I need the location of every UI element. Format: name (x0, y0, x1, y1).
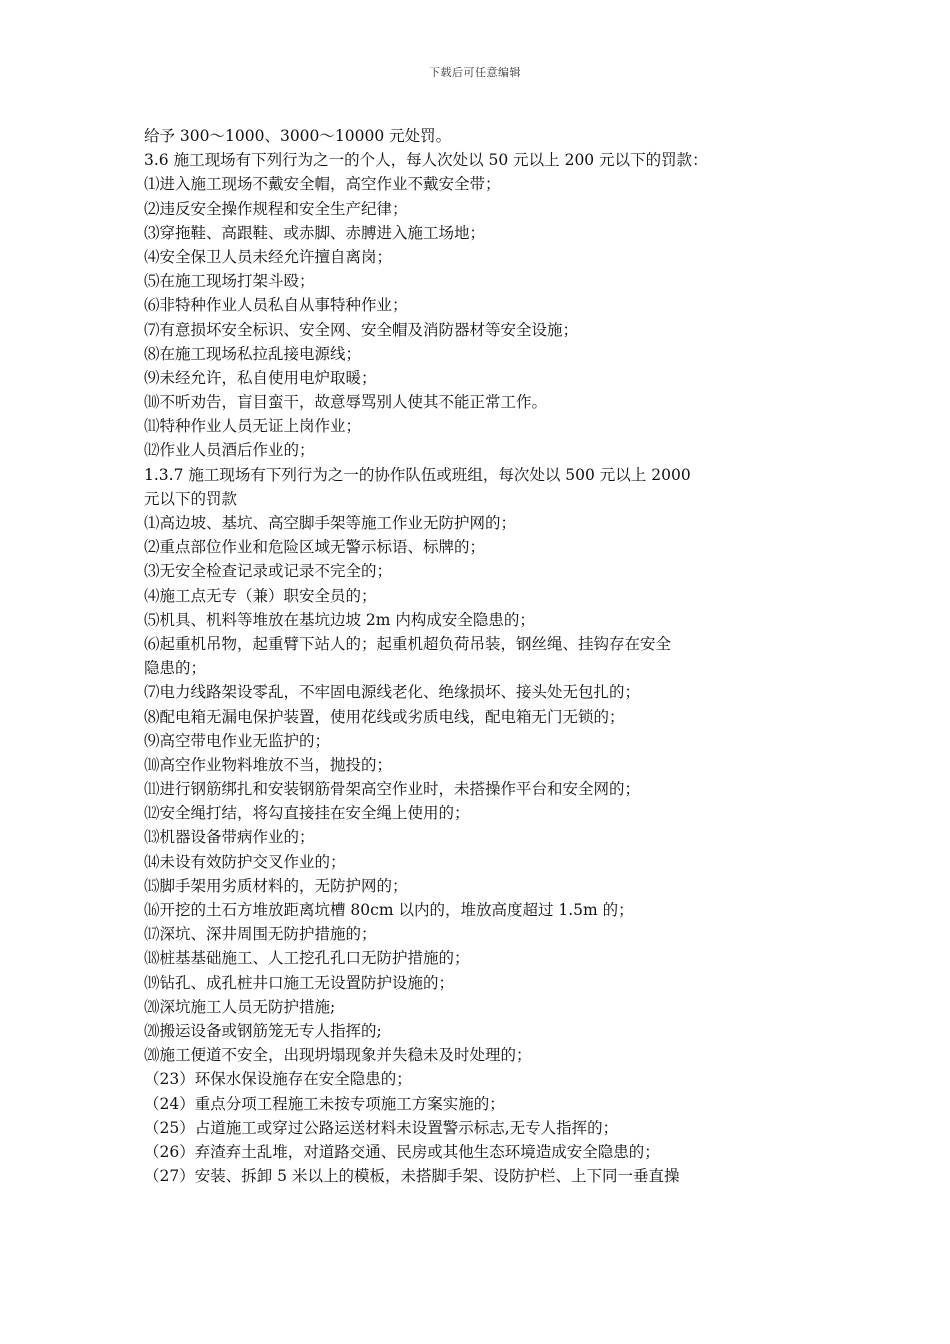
list-item: ⒂脚手架用劣质材料的，无防护网的； (144, 876, 408, 895)
list-item: ⑵违反安全操作规程和安全生产纪律； (144, 199, 408, 218)
document-body (144, 124, 814, 1188)
list-item: （26）弃渣弃土乱堆，对道路交通、民房或其他生态环境造成安全隐患的； (144, 1142, 660, 1161)
list-item: ⑾进行钢筋绑扎和安装钢筋骨架高空作业时，未搭操作平台和安全网的； (144, 780, 641, 799)
list-item: ⑹起重机吊物，起重臂下站人的；起重机超负荷吊装，钢丝绳、挂钩存在安全 (144, 634, 672, 653)
list-item: （23）环保水保设施存在安全隐患的； (144, 1070, 412, 1089)
list-item: ⑼未经允许，私自使用电炉取暖； (144, 368, 377, 387)
list-item: （25）占道施工或穿过公路运送材料未设置警示标志,无专人指挥的； (144, 1118, 619, 1137)
list-item: ⒅桩基基础施工、人工挖孔孔口无防护措施的； (144, 949, 470, 968)
list-item: ⑼高空带电作业无监护的； (144, 731, 331, 750)
list-item: ⑹非特种作业人员私自从事特种作业； (144, 296, 408, 315)
list-item: ⑾特种作业人员无证上岗作业； (144, 417, 362, 436)
list-item: （24）重点分项工程施工未按专项施工方案实施的； (144, 1094, 505, 1113)
list-item: ⑿安全绳打结，将勾直接挂在安全绳上使用的； (144, 804, 470, 823)
list-item: ⑴进入施工现场不戴安全帽，高空作业不戴安全带； (144, 175, 501, 194)
list-item: ⑻配电箱无漏电保护装置，使用花线或劣质电线，配电箱无门无锁的； (144, 707, 625, 726)
list-item: ⑵重点部位作业和危险区域无警示标语、标牌的； (144, 538, 486, 557)
text-line: 给予 300～1000、3000～10000 元处罚。 (144, 127, 452, 145)
list-item: ⑷施工点无专（兼）职安全员的； (144, 586, 377, 605)
list-item: ⑸在施工现场打架斗殴； (144, 272, 315, 291)
page-header: 下载后可任意编辑 (429, 66, 521, 79)
list-item: ⒇施工便道不安全，出现坍塌现象并失稳未及时处理的； (144, 1046, 532, 1065)
list-item-continuation: 隐患的； (144, 659, 207, 678)
section-heading-continuation: 元以下的罚款 (144, 489, 238, 508)
list-item: ⒀机器设备带病作业的； (144, 828, 315, 847)
section-heading-3-6: 3.6 施工现场有下列行为之一的个人，每人次处以 50 元以上 200 元以下的罚款： (144, 151, 708, 170)
list-item: ⒇深坑施工人员无防护措施; (144, 997, 336, 1016)
list-item: ⑺电力线路架设零乱，不牢固电源线老化、绝缘损坏、接头处无包扎的； (144, 683, 641, 702)
list-item: ⑿作业人员酒后作业的； (144, 441, 315, 460)
list-item: ⑸机具、机料等堆放在基坑边坡 2m 内构成安全隐患的； (144, 610, 535, 629)
list-item: ⒄深坑、深井周围无防护措施的； (144, 925, 377, 944)
list-item: ⑶无安全检查记录或记录不完全的； (144, 562, 393, 581)
list-item: ⑴高边坡、基坑、高空脚手架等施工作业无防护网的； (144, 514, 517, 532)
list-item: （27）安装、拆卸 5 米以上的模板，未搭脚手架、设防护栏、上下同一垂直操 (144, 1167, 680, 1186)
list-item: ⑻在施工现场私拉乱接电源线； (144, 344, 362, 363)
list-item: ⒆钻孔、成孔桩井口施工无设置防护设施的； (144, 973, 455, 992)
list-item: ⒁未设有效防护交叉作业的； (144, 852, 346, 871)
list-item: ⒇搬运设备或钢筋笼无专人指挥的; (144, 1021, 382, 1040)
list-item: ⑽高空作业物料堆放不当，抛投的； (144, 755, 393, 774)
list-item: ⑶穿拖鞋、高跟鞋、或赤脚、赤膊进入施工场地； (144, 223, 486, 242)
list-item: ⑽不听劝告，盲目蛮干，故意辱骂别人使其不能正常工作。 (144, 393, 548, 412)
list-item: ⒃开挖的土石方堆放距离坑槽 80cm 以内的，堆放高度超过 1.5m 的； (144, 901, 634, 919)
list-item: ⑺有意损坏安全标识、安全网、安全帽及消防器材等安全设施； (144, 320, 579, 339)
section-heading-1-3-7: 1.3.7 施工现场有下列行为之一的协作队伍或班组，每次处以 500 元以上 2000 (144, 465, 691, 484)
list-item: ⑷安全保卫人员未经允许擅自离岗； (144, 247, 393, 266)
